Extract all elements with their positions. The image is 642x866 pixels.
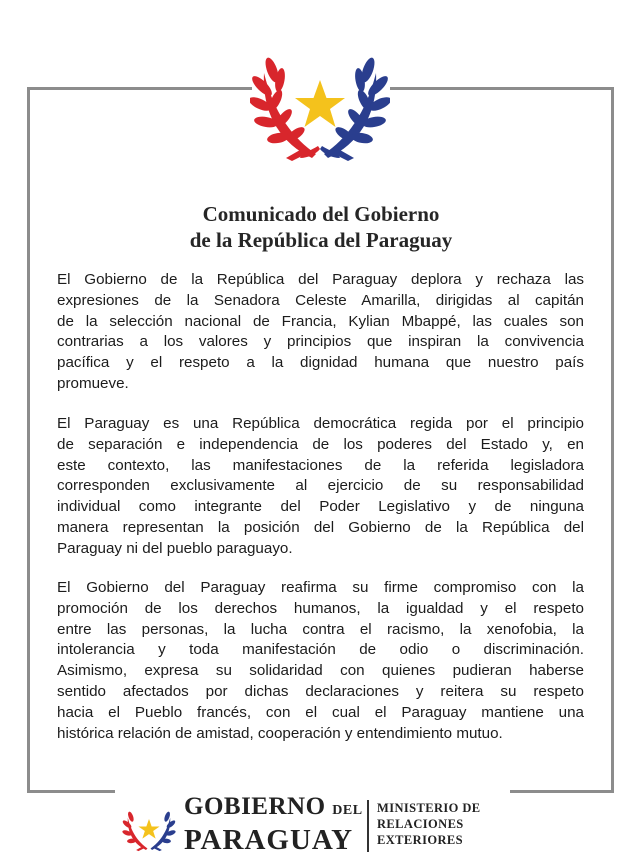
gov-word-del: DEL bbox=[332, 803, 363, 818]
ministry-line-2: RELACIONES bbox=[377, 817, 464, 831]
paragraph-line: manera representan la posición del Gobierno de la República del bbox=[57, 518, 584, 536]
paragraph-line: El Paraguay es una República democrática regida por el principio bbox=[57, 415, 584, 432]
frame-bottom-right-border bbox=[510, 790, 614, 793]
footer-divider bbox=[367, 800, 369, 852]
paragraph-line: corresponden exclusivamente al ejercicio de su responsabilidad bbox=[57, 477, 584, 495]
star-laurel-emblem-icon bbox=[250, 18, 390, 166]
document-title-line-2: de la República del Paraguay bbox=[189, 228, 453, 252]
paragraph-2 bbox=[57, 414, 584, 560]
frame-left-border bbox=[27, 87, 30, 793]
paragraph-line: pacífica y el respeto a la dignidad humana que nuestro país bbox=[57, 354, 584, 372]
frame-bottom-left-border bbox=[27, 790, 115, 793]
frame-top-right-border bbox=[390, 87, 614, 90]
paragraph-line: entre las personas, la lucha contra el racismo, la xenofobia, la bbox=[57, 620, 584, 638]
paragraph-line: expresiones de la Senadora Celeste Amarilla, dirigidas al capitán bbox=[57, 291, 584, 309]
frame-top-left-border bbox=[27, 87, 252, 90]
frame-right-border bbox=[611, 87, 614, 793]
gov-word-paraguay: PARAGUAY bbox=[184, 824, 354, 856]
paragraph-line: este contexto, las manifestaciones de la referida legisladora bbox=[57, 456, 584, 474]
paragraph-line: de separación e independencia de los poderes del Estado y, en bbox=[57, 435, 584, 453]
paragraph-1 bbox=[57, 270, 584, 395]
paragraph-line: sentido afectados por dichas declaraciones y reitera su respeto bbox=[57, 682, 584, 700]
paragraph-line: El Gobierno del Paraguay reafirma su firme compromiso con la bbox=[57, 579, 584, 596]
paragraph-line: individual como integrante del Poder Legislativo y de ninguna bbox=[57, 498, 584, 516]
paragraph-line: promueve. bbox=[57, 374, 129, 392]
ministry-logotype bbox=[377, 800, 481, 848]
paragraph-line: El Gobierno de la República del Paraguay deplora y rechaza las bbox=[57, 271, 584, 288]
paragraph-line: promoción de los derechos humanos, la igualdad y el respeto bbox=[57, 599, 584, 617]
ministry-line-1: MINISTERIO DE bbox=[377, 801, 481, 815]
paragraph-3 bbox=[57, 578, 584, 744]
star-laurel-emblem-icon bbox=[120, 797, 178, 853]
paragraph-line: Asimismo, expresa su solidaridad con quienes pudieran haberse bbox=[57, 662, 584, 680]
government-logotype bbox=[184, 793, 363, 855]
document-title-line-1: Comunicado del Gobierno bbox=[202, 202, 440, 226]
government-line-1 bbox=[184, 793, 363, 825]
paragraph-line: histórica relación de amistad, cooperación y entendimiento mutuo. bbox=[57, 724, 503, 742]
paragraph-line: hacia el Pueblo francés, con el cual el Paraguay mantiene una bbox=[57, 703, 584, 721]
paragraph-line: de la selección nacional de Francia, Kylian Mbappé, las cuales son bbox=[57, 312, 584, 330]
ministry-line-3: EXTERIORES bbox=[377, 833, 463, 847]
paragraph-line: Paraguay ni del pueblo paraguayo. bbox=[57, 539, 293, 557]
paragraph-line: contrarias a los valores y principios que inspiran la convivencia bbox=[57, 333, 584, 351]
paragraph-line: intolerancia y toda manifestación de odio o discriminación. bbox=[57, 641, 584, 659]
gov-word-gobierno: GOBIERNO bbox=[184, 793, 326, 820]
